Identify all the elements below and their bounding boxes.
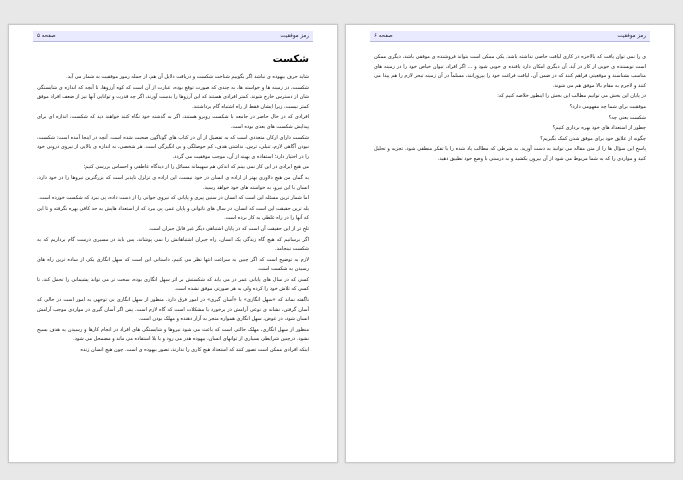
page-header [33,31,313,42]
paragraph: کسی که در سال های پایانی عمر در می یابد که شکستش بر اثر سهل انگاری بوده، سخت تر می تواند پشیمانی را تحمل کند، تا کسی که تلاش خود را کرده ولی به هر صورتی موفق نشده است. [37,276,309,293]
paragraph: افرادی که در حال حاضر در جامعه با شکست روبرو هستند، اگر به گذشته خود نگاه کنند خواهند دید که شکست، اندازه ای برای پیدایش شکست های بعدی بوده است. [37,114,309,130]
paragraph: لازم به توضیح است که اگر چنین به سراغت انتها نظر می کنیم، داستانی این است که سهل انگاری یکی از ساده ترین راه های رسیدن به شکست است. [37,256,309,273]
page-body [37,53,309,450]
question-item: چگونه از علایق خود برای موفق شدن کمک بگیریم؟ [540,135,646,142]
paragraph: اگر برسانیم که هیچ گاه زندگی یک انسان، راه جبران اشتباهاتش را نمی پوشاند، پس باید در مسیری درست گام برداریم که به شکست نینجامد. [37,236,309,253]
document-page-right [345,24,675,463]
paragraph: ناگفته نماند که «سهل انگاری» با «آسان گیری» در امور فرق دارد. منظور از سهل انگاری بی توجهی به امور است در حالی که آسان گرفتن، نشانه ی نوعی آرامش در برخورد با مشکلات است که گاه لازم است. پس اگر آسان گیری در مواردی موجب آرامش انسان شود، در عوض، سهل انگاری همواره منجر به آزار دهنده و مهلک بودن است. [37,297,309,323]
header-book-title: رمز موفقیت [280,33,309,39]
paragraph: به گمان من هیچ دلاوری بهتر از اراده ی انسان در خود نیست، این اراده ی تزلزل ناپذیر است که بزرگترین نیروها را در خود دارد، انسان با این نیرو، به خواسته های خود خواهد رسید. [37,174,309,191]
paragraph: شکست دارای ارکان متعددی است که به تفصیل از آن در کتاب های گوناگون صحبت شده است. آنچه در اینجا آمده است: شکست، نبودن آگاهی لازم، تنبلی، ترس، نداشتن هدف، کم حوصلگی و بی انگیزگی است. هر شخصی، به اندازه ی بالایی از نیروی درونی خود را در اختیار دارد؛ استفاده ی بهینه از آن، موجب موفقیت می گردد. [37,134,309,160]
header-page-number: صفحه ۵ [37,33,56,39]
question-item: موفقیت برای شما چه مفهومی دارد؟ [569,103,646,110]
page-header [370,31,650,42]
question-item: چطور از استعداد های خود بهره برداری کنیم؟ [552,125,646,132]
paragraph: من هیچ ایرادی در این کار نمی بینم که اندکی هم سهیمانه مسائل را از دیدگاه عاطفی و احساس بررسی کنیم؛ [83,164,309,171]
paragraph: شکست، در زمینه ها و خواسته ها، به چندی که صورت توقع بوده، عبارت از آن است که کوه آرزوها، تا آنچه که اندازه ی شایستگی شان از دسترس خارج شوند. کمتر افرادی هستند که این آرزوها را بدست آورند، اگر چه قدرت و توانایی آنها نیز از ضعف افراد موفق کمتر نیست، زیرا ایشان فقط از راه اشتباه گام برداشتند. [37,84,309,110]
question-item: شکست یعنی چه؟ [608,114,646,121]
page-body [374,53,646,450]
header-book-title: رمز موفقیت [617,33,646,39]
paragraph: شاید حرف بیهوده ی نباشد اگر بگوییم شناخت شکست و دریافت دلایل آن هم، از جمله رموز موفقیت به شمار می آید. [66,74,309,80]
section-title: شکست [272,54,309,65]
paragraph: منظور از سهل انگاری، مهلک حالتی است که باعث می شود نیروها و شایستگی های افراد در انجام کارها و رسیدن به هدف بسیج نشود. درچنین شرایطی بسیاری از توانهای انسان، بیهوده هدر می رود و یا بلا استفاده می ماند و مضمحل می شود. [37,326,309,343]
paragraph: تلخ تر از این حقیقت آن است که در پایان اشتباهی دیگر غیر قابل جبران است. [148,225,309,232]
closing-paragraph: پاسخ این سؤال ها را از متن مقاله می توانید به دست آورید. به شرطی که مطالب یاد شده را با تفکر منطقی شود. تجزیه و تحلیل کنید و مواردی را که به شما مربوط می شود از آن بیرون بکشید و به درستی با وضع خود تطبیق دهید. [374,146,646,162]
summary-intro: در پایان این بخش می توانیم مطالب این بخش را اینطور خلاصه کنیم که: [497,93,646,100]
header-page-number: صفحه ۶ [374,33,393,39]
paragraph: اینکه افرادی ممکن است تصور کنند که استعداد هیچ کاری را ندارند، تصور بیهوده ی است. چون هیچ انسان زنده [80,347,309,354]
paragraph: اما شمار ترین مسئله این است که انسان در سنین پیری و پایانی که نیروی جوانی را از دست داده، پی ببرد که شکست خورده است. [38,195,309,202]
paragraph: ی را نمی توان یافت که بالاخره در کاری لیاقت خاصی نداشته باشد. یکی ممکن است بتواند فروشنده ی موفقی باشد، دیگری ممکن است نویسنده ی خوبی از کار در آید. آن دیگری امکان دارد بافنده ی خوبی شود و ... اگر افراد، تیوان خیاص خود را در زمینه های مناسب بشناسند و موقعیتی فراهم کنند که در ضمن آن، لیاقت فراغت خود را بپرورانند، مسلماً در آن زمینه تبحر لازم را هم پیدا می کنند و لاجرم به مقام بالا موفق هم می شوند. [374,54,646,89]
document-page-left [8,24,338,463]
paragraph: بله ترین حقیقت این است که انسان، در سال های ناتوانی و پایان عمر، پی ببرد که از استعداد هایش به حد کافی بهره نگرفته و تا این که آنها را در راه غلطی به کار برده است. [37,205,309,222]
